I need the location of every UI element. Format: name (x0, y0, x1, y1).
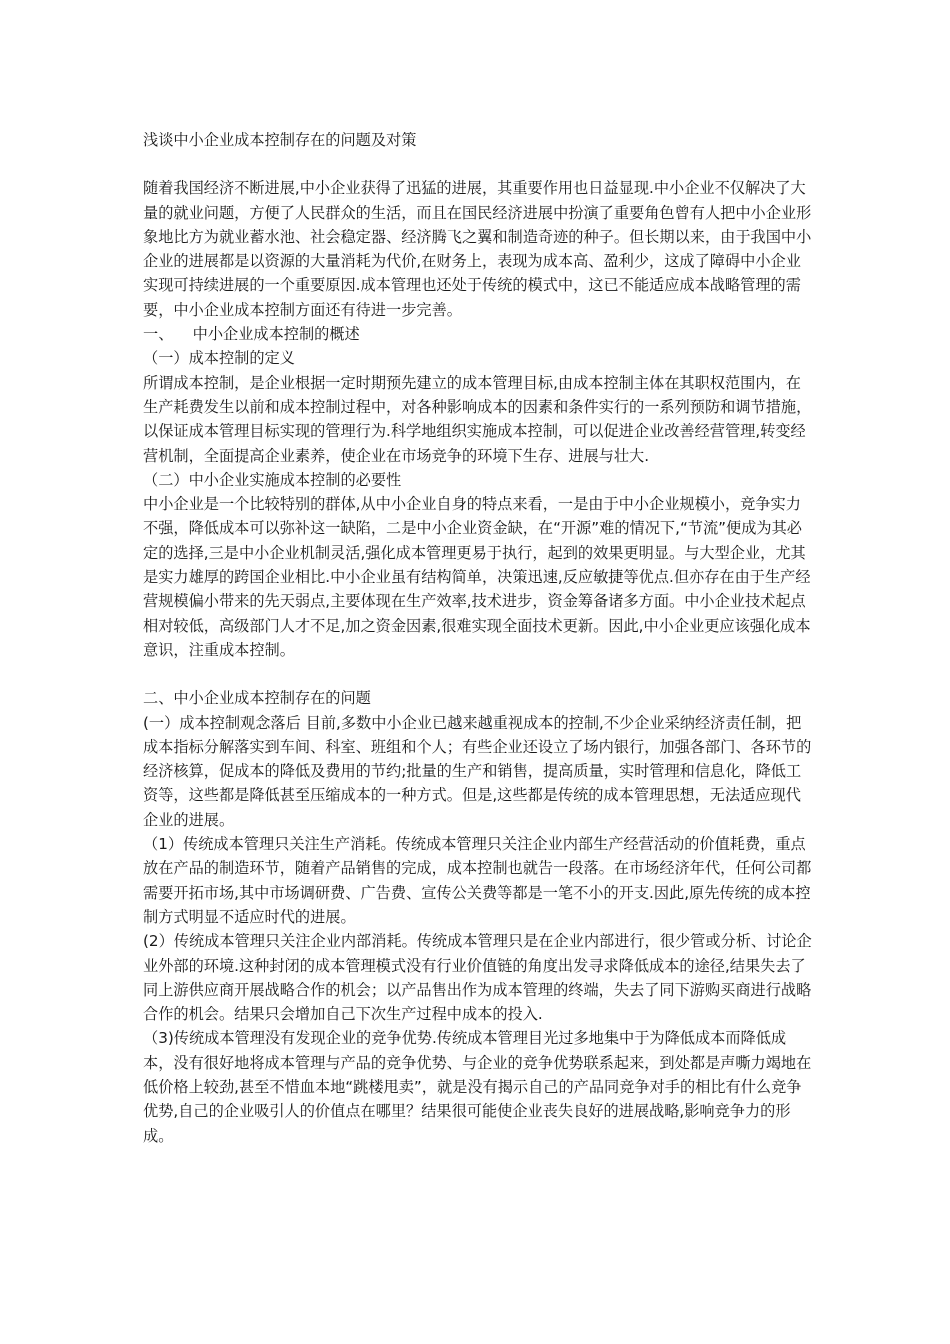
section-2-heading: 二、中小企业成本控制存在的问题 (143, 689, 371, 708)
section-1-heading: 一、 中小企业成本控制的概述 (143, 325, 360, 344)
section-1-sub-1-heading: （一）成本控制的定义 (143, 349, 295, 368)
document-title: 浅谈中小企业成本控制存在的问题及对策 (143, 131, 417, 149)
section-2-paragraph-3: (2）传统成本管理只关注企业内部消耗。传统成本管理只是在企业内部进行，很少管或分析、讨论企业外部的环境.这种封闭的成本管理模式没有行业价值链的角度出发寻求降低成本的途径,结果失去了同上游供应商开展战略合作的机会；以产品售出作为成本管理的终端，失去了同下游购买商进行战略合作的机会。结果只会增加自己下次生产过程中成本的投入. (143, 932, 812, 1024)
document-page (143, 128, 813, 1148)
section-2-paragraph-1: (一）成本控制观念落后 目前,多数中小企业已越来越重视成本的控制,不少企业采纳经济责任制，把成本指标分解落实到车间、科室、班组和个人；有些企业还设立了场内银行，加强各部门、各环节的经济核算，促成本的降低及费用的节约;批量的生产和销售，提高质量，实时管理和信息化，降低工资等，这些都是降低甚至压缩成本的一种方式。但是,这些都是传统的成本管理思想，无法适应现代企业的进展。 (143, 713, 812, 829)
section-1-sub-1-text: 所谓成本控制，是企业根据一定时期预先建立的成本管理目标,由成本控制主体在其职权范围内，在生产耗费发生以前和成本控制过程中，对各种影响成本的因素和条件实行的一系列预防和调节措施，以保证成本管理目标实现的管理行为.科学地组织实施成本控制，可以促进企业改善经营管理,转变经营机制，全面提高企业素养，使企业在市场竞争的环境下生存、进展与壮大. (143, 373, 812, 465)
title-gap (143, 152, 813, 176)
section-2-paragraph-2: （1）传统成本管理只关注生产消耗。传统成本管理只关注企业内部生产经营活动的价值耗费，重点放在产品的制造环节，随着产品销售的完成，成本控制也就告一段落。在市场经济年代，任何公司都需要开拓市场,其中市场调研费、广告费、宣传公关费等都是一笔不小的开支.因此,原先传统的成本控制方式明显不适应时代的进展。 (143, 835, 812, 926)
section-gap (143, 662, 813, 686)
section-1-sub-2-text: 中小企业是一个比较特别的群体,从中小企业自身的特点来看，一是由于中小企业规模小，竞争实力不强，降低成本可以弥补这一缺陷，二是中小企业资金缺，在“开源”难的情况下,“节流”便成为其必定的选择,三是中小企业机制灵活,强化成本管理更易于执行，起到的效果更明显。与大型企业，尤其是实力雄厚的跨国企业相比.中小企业虽有结构简单，决策迅速,反应敏捷等优点.但亦存在由于生产经营规模偏小带来的先天弱点,主要体现在生产效率,技术进步，资金筹备诸多方面。中小企业技术起点相对较低，高级部门人才不足,加之资金因素,很难实现全面技术更新。因此,中小企业更应该强化成本意识，注重成本控制。 (143, 495, 811, 659)
section-2-paragraph-4: （3)传统成本管理没有发现企业的竞争优势.传统成本管理目光过多地集中于为降低成本而降低成本，没有很好地将成本管理与产品的竞争优势、与企业的竞争优势联系起来，到处都是声嘶力竭地在低价格上较劲,甚至不惜血本地“跳楼甩卖”，就是没有揭示自己的产品同竞争对手的相比有什么竞争优势,自己的企业吸引人的价值点在哪里？结果很可能使企业丧失良好的进展战略,影响竞争力的形成。 (143, 1029, 812, 1145)
intro-paragraph: 随着我国经济不断进展,中小企业获得了迅猛的进展，其重要作用也日益显现.中小企业不仅解决了大量的就业问题，方便了人民群众的生活，而且在国民经济进展中扮演了重要角色曾有人把中小企业形象地比方为就业蓄水池、社会稳定器、经济腾飞之翼和制造奇迹的种子。但长期以来，由于我国中小企业的进展都是以资源的大量消耗为代价,在财务上，表现为成本高、盈利少，这成了障碍中小企业实现可持续进展的一个重要原因.成本管理也还处于传统的模式中，这已不能适应成本战略管理的需要，中小企业成本控制方面还有待进一步完善。 (143, 179, 812, 319)
section-1-sub-2-heading: （二）中小企业实施成本控制的必要性 (143, 470, 402, 489)
